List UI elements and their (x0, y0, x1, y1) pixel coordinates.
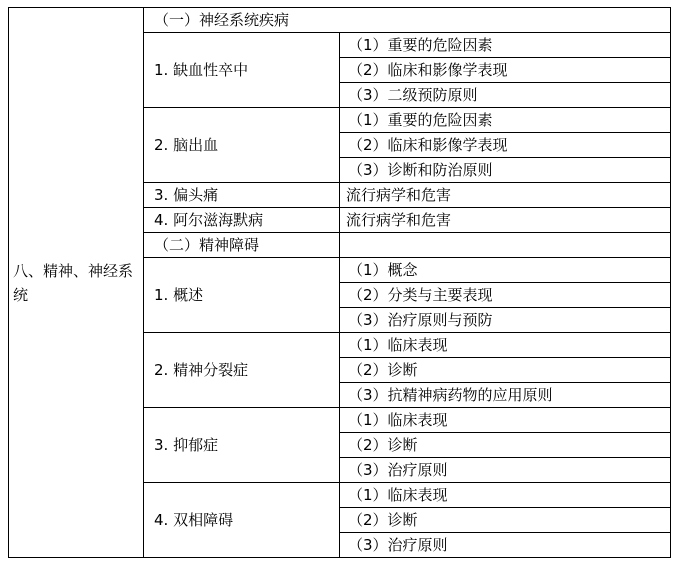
item-cell: （2）临床和影像学表现 (340, 133, 671, 158)
item-cell: 流行病学和危害 (340, 208, 671, 233)
item-cell: （2）分类与主要表现 (340, 283, 671, 308)
topic-cell: 1. 缺血性卒中 (144, 33, 340, 108)
topic-cell: 2. 精神分裂症 (144, 333, 340, 408)
item-cell: （3）二级预防原则 (340, 83, 671, 108)
item-cell: （2）临床和影像学表现 (340, 58, 671, 83)
section-title: （一）神经系统疾病 (144, 8, 671, 33)
topic-cell: 2. 脑出血 (144, 108, 340, 183)
topic-cell: 3. 偏头痛 (144, 183, 340, 208)
item-cell: （3）治疗原则 (340, 533, 671, 558)
topic-cell: 3. 抑郁症 (144, 408, 340, 483)
item-cell: （2）诊断 (340, 508, 671, 533)
section-title: （二）精神障碍 (144, 233, 340, 258)
syllabus-table (8, 7, 671, 558)
topic-cell: 1. 概述 (144, 258, 340, 333)
item-cell: （3）抗精神病药物的应用原则 (340, 383, 671, 408)
item-cell: （1）临床表现 (340, 408, 671, 433)
empty-cell (340, 233, 671, 258)
item-cell: （3）治疗原则与预防 (340, 308, 671, 333)
subject-cell: 八、精神、神经系统 (9, 8, 144, 558)
topic-cell: 4. 双相障碍 (144, 483, 340, 558)
item-cell: （3）治疗原则 (340, 458, 671, 483)
item-cell: （2）诊断 (340, 358, 671, 383)
item-cell: （1）临床表现 (340, 333, 671, 358)
topic-cell: 4. 阿尔滋海默病 (144, 208, 340, 233)
item-cell: （1）重要的危险因素 (340, 108, 671, 133)
table-row (9, 8, 671, 33)
item-cell: （1）概念 (340, 258, 671, 283)
item-cell: 流行病学和危害 (340, 183, 671, 208)
item-cell: （1）重要的危险因素 (340, 33, 671, 58)
item-cell: （3）诊断和防治原则 (340, 158, 671, 183)
item-cell: （1）临床表现 (340, 483, 671, 508)
item-cell: （2）诊断 (340, 433, 671, 458)
